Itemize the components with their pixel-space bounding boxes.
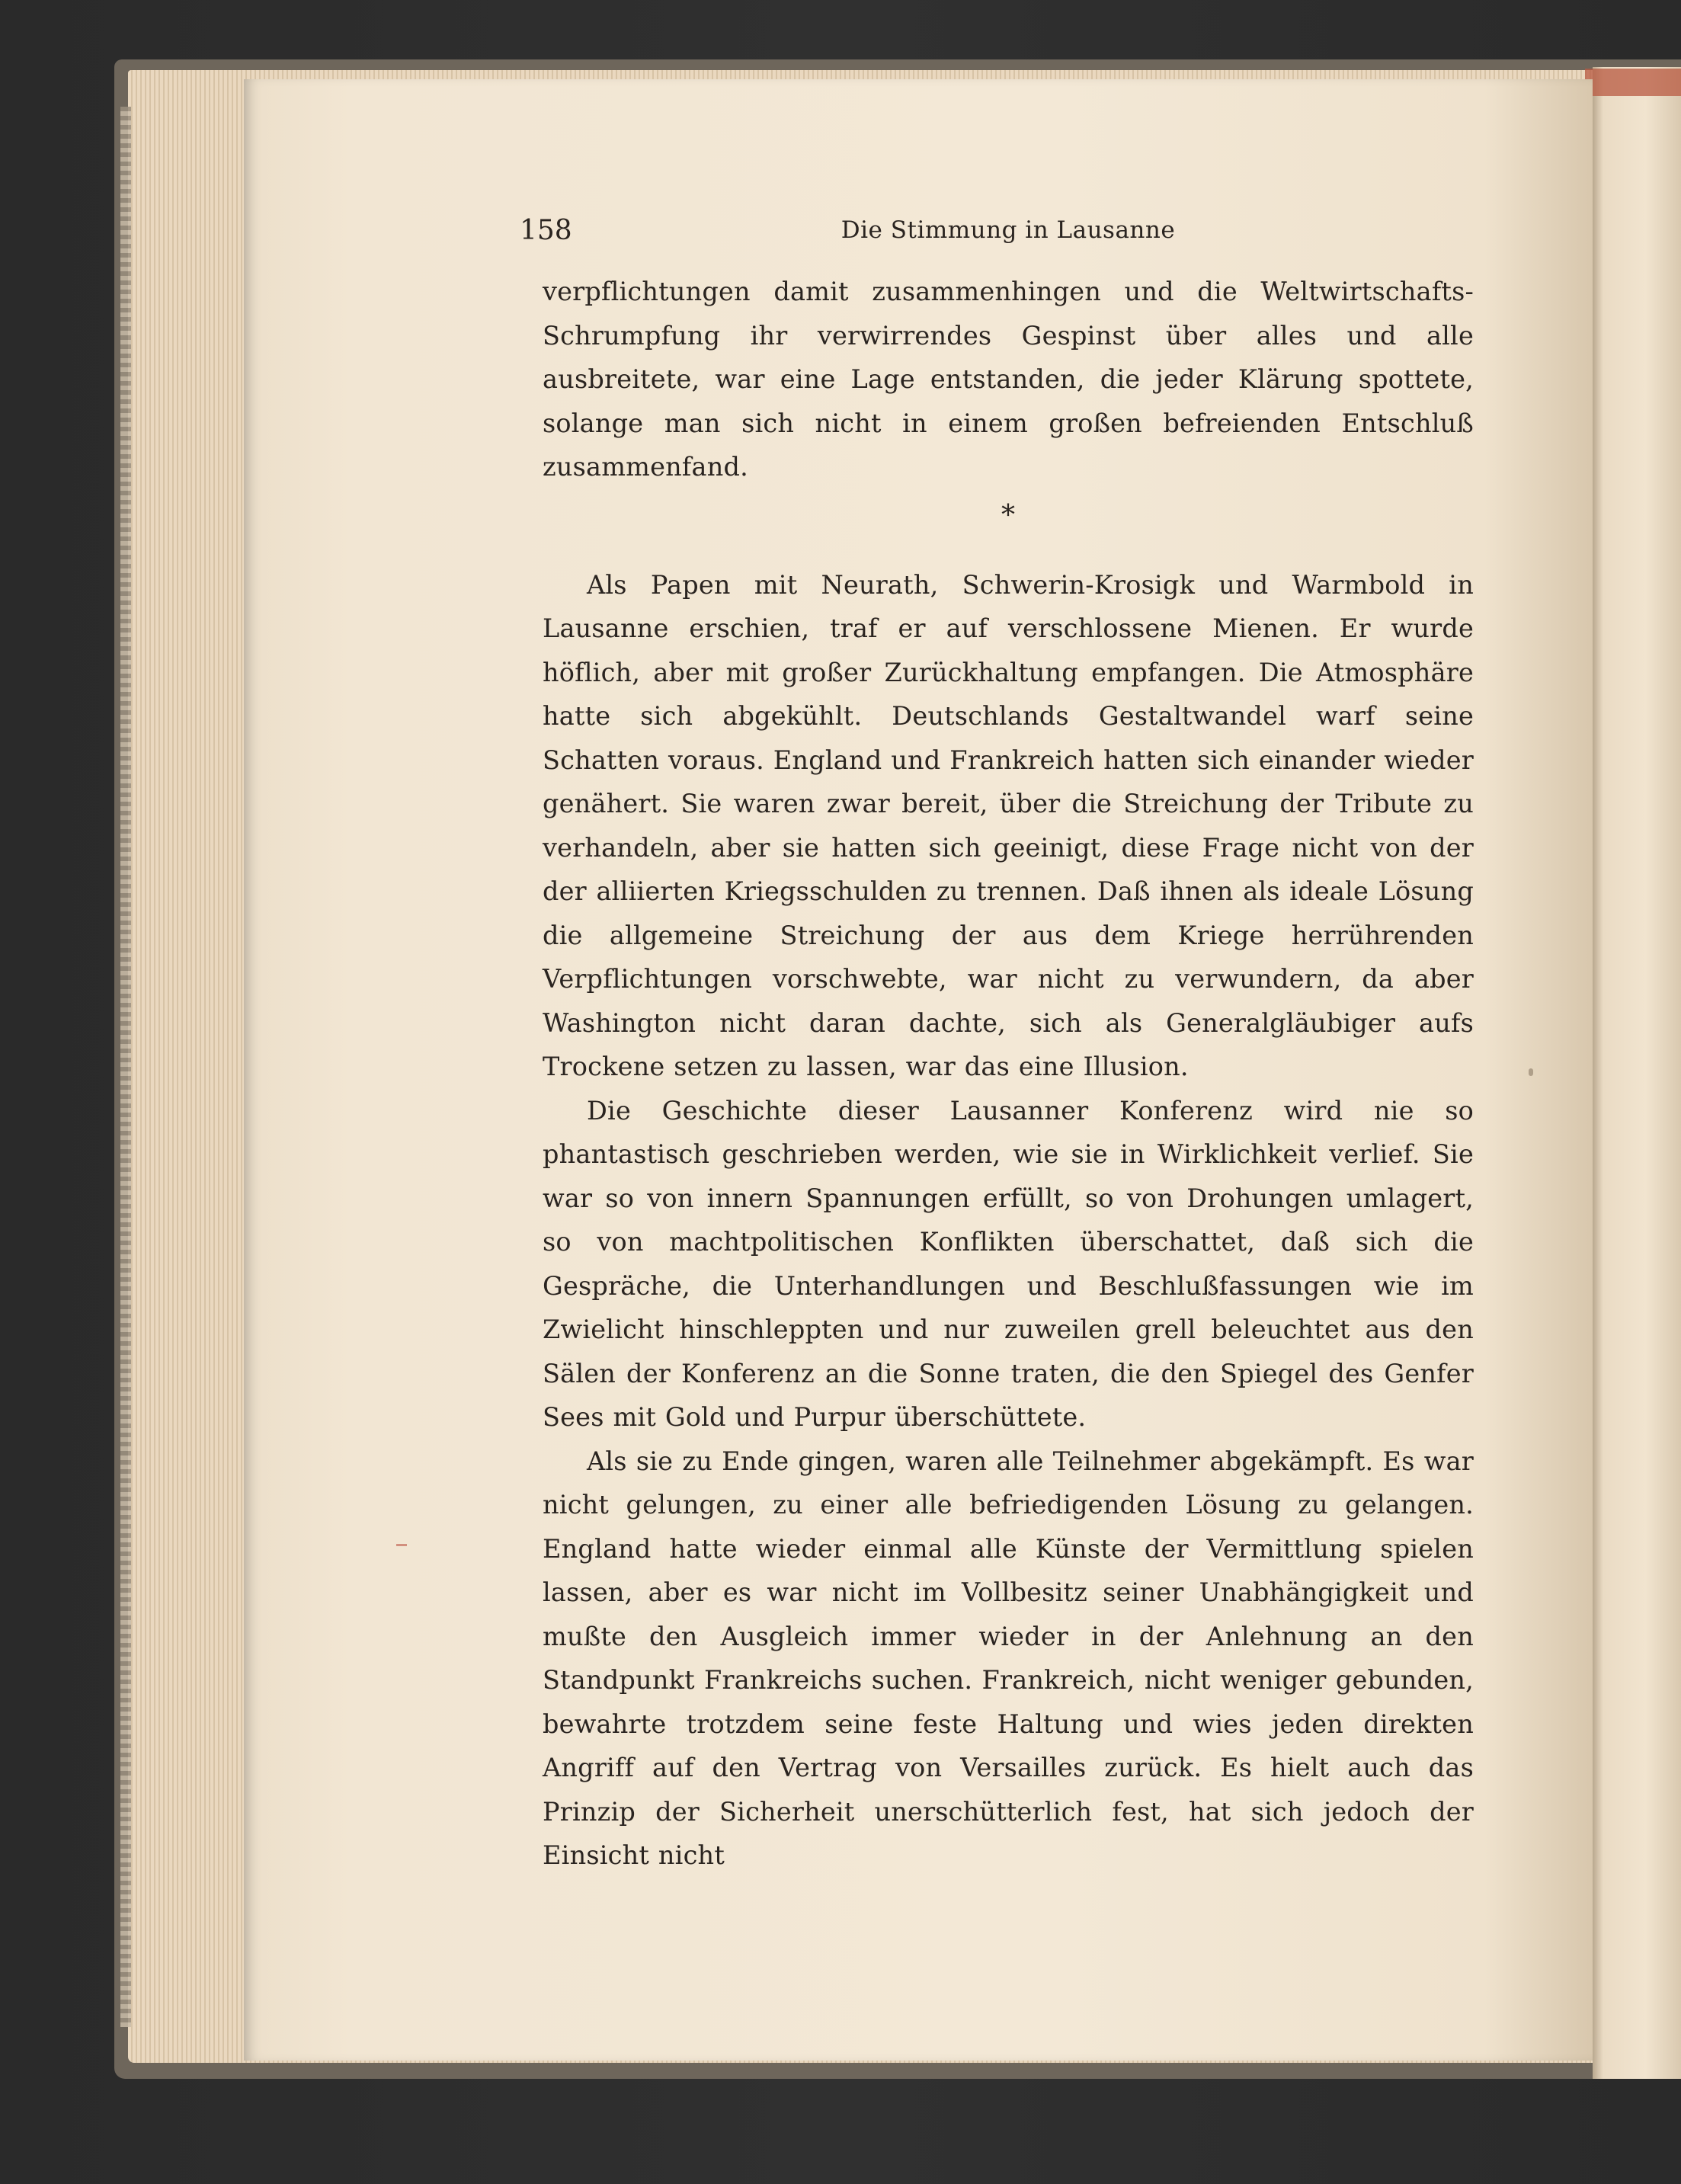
paragraph-4: Als sie zu Ende gingen, waren alle Teilnehmer abgekämpft. Es war nicht gelungen, zu einer alle befriedigenden Lösung zu gelangen. England hatte wieder einmal alle Künste der Vermittlung spielen lassen, aber es war nicht im Vollbesitz seiner Unabhängigkeit und mußte den Ausgleich immer wieder in der Anlehnung an den Standpunkt Frankreichs suchen. Frankreich, nicht weniger gebunden, bewahrte trotzdem seine feste Haltung und wies jeden direkten Angriff auf den Vertrag von Versailles zurück. Es hielt auch das Prinzip der Sicherheit unerschütterlich fest, hat sich jedoch der Einsicht nicht bbox=[543, 1446, 1474, 1870]
paragraph-2: Als Papen mit Neurath, Schwerin-Krosigk und Warmbold in Lausanne erschien, traf er auf verschlossene Mienen. Er wurde höflich, aber mit großer Zurückhaltung empfangen. Die Atmosphäre hatte sich abgekühlt. Deutschlands Gestaltwandel warf seine Schatten voraus. England und Frankreich hatten sich einander wieder genähert. Sie waren zwar bereit, über die Streichung der Tribute zu verhandeln, aber sie hatten sich geeinigt, diese Frage nicht von der der alliierten Kriegsschulden zu trennen. Daß ihnen als ideale Lösung die allgemeine Streichung der aus dem Kriege herrührenden Verpflichtungen vorschwebte, war nicht zu verwundern, da aber Washington nicht daran dachte, sich als Generalgläubiger aufs Trockene setzen zu lassen, war das eine Illusion. bbox=[543, 569, 1474, 1081]
section-break-asterisk: * bbox=[1001, 499, 1015, 531]
running-title: Die Stimmung in Lausanne bbox=[840, 216, 1176, 244]
facing-page-edge bbox=[1593, 67, 1681, 2079]
paragraph-3: Die Geschichte dieser Lausanner Konferenz wird nie so phantastisch geschrieben werden, wie sie in Wirklichkeit verlief. Sie war so von innern Spannungen erfüllt, so von Drohungen umlagert, so von machtpolitischen Konflikten überschattet, daß sich die Gespräche, die Unterhandlungen und Beschlußfassungen wie im Zwielicht hinschleppten und nur zuweilen grell beleuchtet aus den Sälen der Konferenz an die Sonne traten, die den Spiegel des Genfer Sees mit Gold und Purpur überschüttete. bbox=[543, 1095, 1474, 1432]
page-number: 158 bbox=[520, 215, 572, 246]
paragraph-1: verpflichtungen damit zusammenhingen und die Weltwirtschafts-Schrumpfung ihr verwirrendes Gespinst über alles und alle ausbreitete, war eine Lage entstanden, die jeder Klärung spottete, solange man sich nicht in einem großen befreienden Entschluß zusammenfand. bbox=[543, 277, 1474, 482]
red-bookmark-edge bbox=[1585, 69, 1681, 96]
running-head bbox=[520, 215, 1474, 253]
page-text-block bbox=[520, 215, 1474, 1878]
binding-stitching bbox=[120, 107, 131, 2027]
margin-mark bbox=[1529, 1068, 1533, 1076]
margin-mark-red bbox=[396, 1544, 407, 1546]
